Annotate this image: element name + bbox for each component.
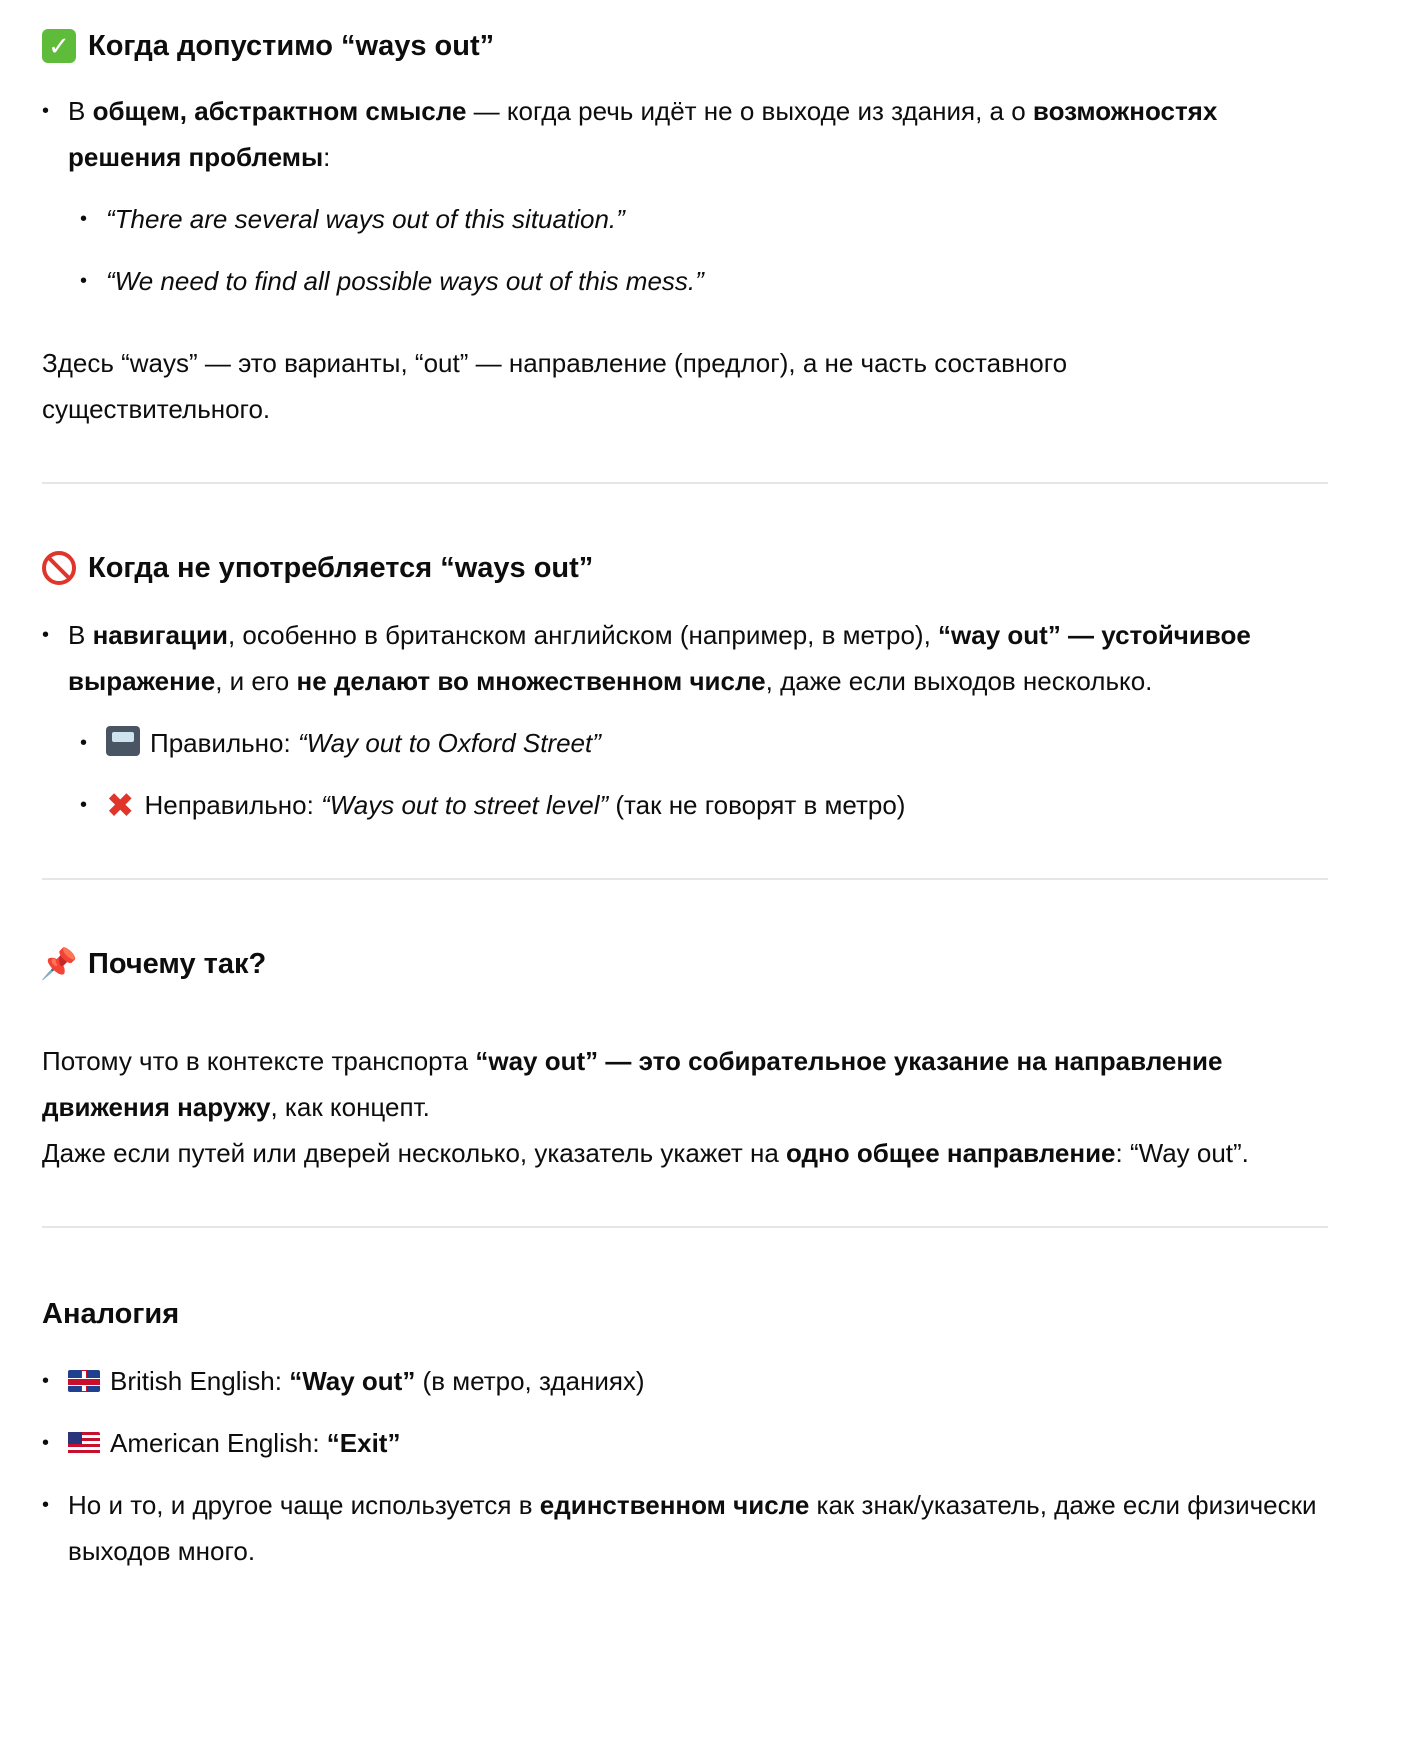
example-text: “Way out to Oxford Street”	[297, 728, 601, 758]
text: , и его	[215, 666, 297, 696]
list-item	[42, 612, 1328, 704]
text: :	[323, 142, 331, 172]
paragraph	[42, 1038, 1328, 1176]
heading-text: Когда не употребляется “ways out”	[88, 551, 594, 584]
text: American English:	[110, 1428, 327, 1458]
text: Правильно:	[150, 728, 298, 758]
text: как знак/указатель, даже если физически выходов много.	[68, 1490, 1317, 1566]
text: Потому что в контексте транспорта	[42, 1046, 476, 1076]
bold-text: одно общее направление	[786, 1138, 1116, 1168]
text: , как концепт.	[270, 1092, 430, 1122]
text: British English:	[110, 1366, 290, 1396]
list-item	[42, 720, 1328, 766]
section-heading-analogy	[42, 1294, 1328, 1334]
section-heading-allowed	[42, 26, 1328, 66]
text: (так не говорят в метро)	[608, 790, 906, 820]
check-mark-icon: ✓	[42, 29, 76, 63]
list-item	[42, 88, 1328, 180]
list-item	[42, 782, 1328, 828]
text: Даже если путей или дверей несколько, указатель укажет на	[42, 1138, 786, 1168]
heading-text: Почему так?	[88, 947, 267, 980]
list-item	[42, 196, 1328, 242]
bullet-list	[42, 1358, 1328, 1574]
bold-text: “Way out”	[289, 1366, 416, 1396]
list-item	[42, 258, 1328, 304]
bold-text: “way out” — это собирательное указание на направление движения наружу	[42, 1046, 1223, 1122]
paragraph	[42, 340, 1328, 432]
text: Но и то, и другое чаще используется в	[68, 1490, 540, 1520]
text: Здесь “ways” — это варианты, “out” — направление (предлог), а не часть составного	[42, 348, 1068, 378]
divider	[42, 878, 1328, 880]
example-text: “We need to find all possible ways out of this mess.”	[106, 266, 704, 296]
section-heading-why	[42, 944, 1328, 984]
list-item	[42, 1482, 1328, 1574]
pushpin-icon: 📌	[40, 947, 78, 981]
text: Неправильно:	[144, 790, 322, 820]
text: , особенно в британском английском (например, в метро),	[227, 620, 939, 650]
bold-text: единственном числе	[539, 1490, 810, 1520]
text: В	[68, 620, 93, 650]
uk-flag-icon	[68, 1370, 100, 1392]
bold-text: возможностях решения проблемы	[68, 96, 1218, 172]
us-flag-icon	[68, 1432, 100, 1454]
bullet-list	[42, 612, 1328, 704]
list-item	[42, 1358, 1328, 1404]
bullet-list	[42, 88, 1328, 180]
prohibited-icon	[42, 551, 76, 585]
bold-text: общем, абстрактном смысле	[92, 96, 467, 126]
example-list	[42, 720, 1328, 828]
bold-text: навигации	[92, 620, 228, 650]
bold-text: не делают во множественном числе	[296, 666, 766, 696]
text: В	[68, 96, 93, 126]
example-list	[42, 196, 1328, 304]
text: (в метро, зданиях)	[415, 1366, 645, 1396]
text: — когда речь идёт не о выходе из здания, а о	[466, 96, 1033, 126]
example-text: “There are several ways out of this situation.”	[106, 204, 625, 234]
section-heading-not-used	[42, 548, 1328, 588]
text: : “Way out”.	[1115, 1138, 1249, 1168]
list-item	[42, 1420, 1328, 1466]
heading-text: Когда допустимо “ways out”	[88, 29, 495, 62]
divider	[42, 482, 1328, 484]
bold-text: “way out” — устойчивое выражение	[68, 620, 1251, 696]
text: , даже если выходов несколько.	[765, 666, 1153, 696]
example-text: “Ways out to street level”	[321, 790, 609, 820]
bold-text: “Exit”	[326, 1428, 401, 1458]
cross-mark-icon: ✖	[106, 787, 135, 825]
divider	[42, 1226, 1328, 1228]
heading-text: Аналогия	[42, 1297, 180, 1330]
text: существительного.	[42, 394, 271, 424]
train-icon	[106, 726, 140, 756]
